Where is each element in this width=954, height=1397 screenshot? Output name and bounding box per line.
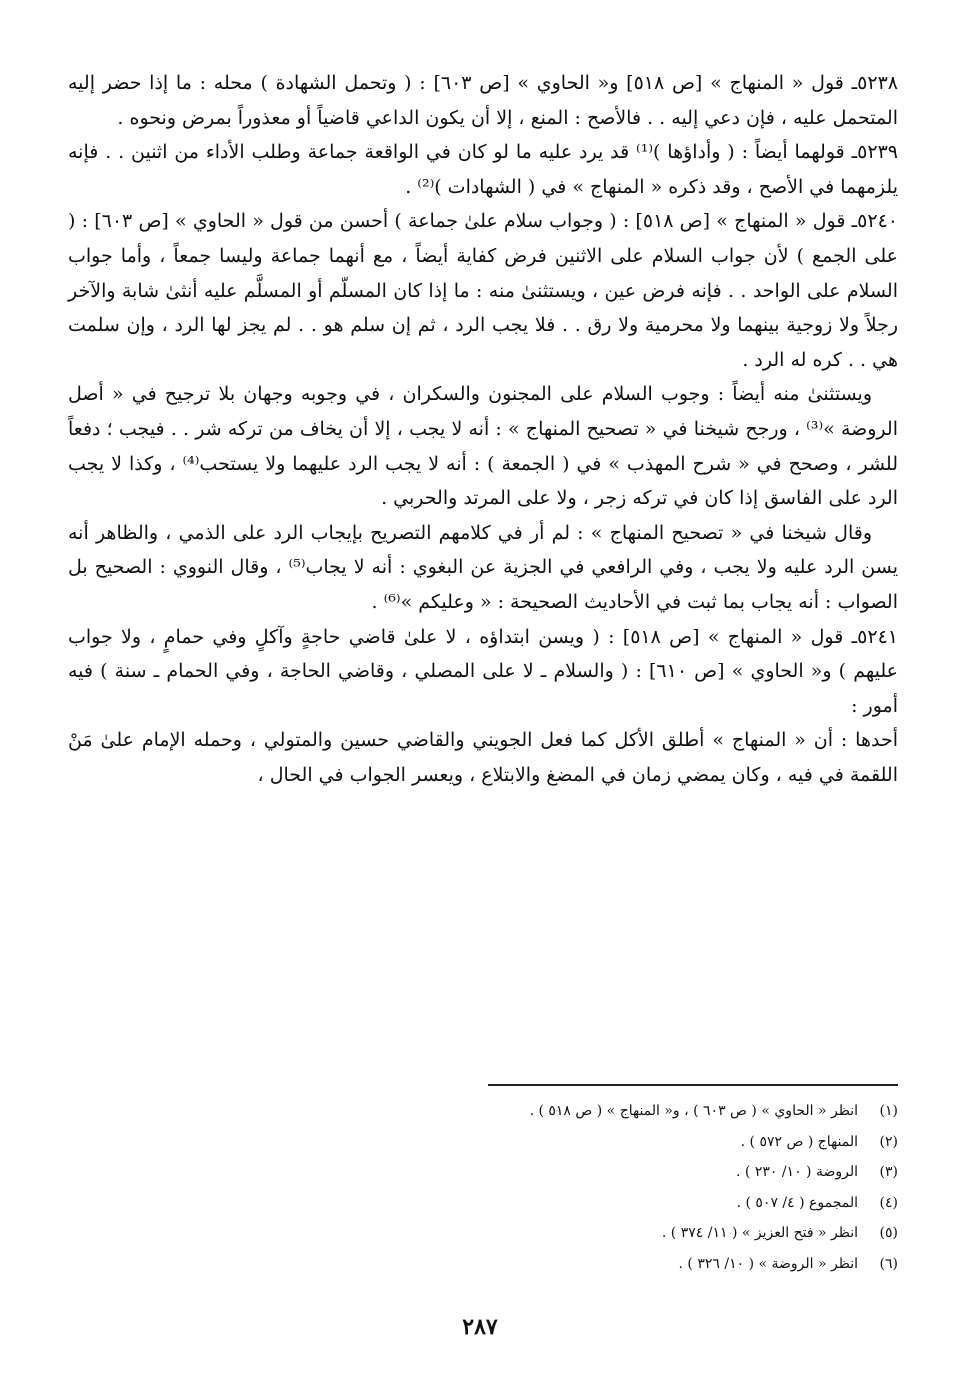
footnote-text: المجموع ( ٤/ ٥٠٧ ) . — [736, 1194, 858, 1211]
paragraph-5238: ٥٢٣٨ـ قول « المنهاج » [ص ٥١٨] و« الحاوي » [ص ٦٠٣] : ( وتحمل الشهادة ) محله : ما إذا حضر إليه المتحمل عليه ، فإن دعي إليه . . فالأصح : المنع ، إلا أن يكون الداعي قاضياً أو معذوراً بمرض ونحوه . — [68, 72, 898, 129]
paragraph-5239: ٥٢٣٩ـ قولهما أيضاً : ( وأداؤها )⁽¹⁾ قد يرد عليه ما لو كان في الواقعة جماعة وطلب الأداء من اثنين . . فإنه يلزمهما في الأصح ، وقد ذكره « المنهاج » في ( الشهادات )⁽²⁾ . — [68, 141, 898, 198]
footnote-number: (٢) — [879, 1133, 898, 1150]
footnote-1 — [330, 1096, 898, 1127]
footnote-number: (٣) — [879, 1164, 898, 1180]
footnote-text: انظر « الروضة » ( ١٠/ ٣٢٦ ) . — [678, 1255, 858, 1272]
paragraph-first-matter: أحدها : أن « المنهاج » أطلق الأكل كما فعل الجويني والقاضي حسين والمتولي ، وحمله الإمام علىٰ مَنْ اللقمة في فيه ، وكان يمضي زمان في المضغ والابتلاع ، ويعسر الجواب في الحال ، — [68, 729, 898, 786]
paragraph-5241: ٥٢٤١ـ قول « المنهاج » [ص ٥١٨] : ( ويسن ابتداؤه ، لا علىٰ قاضي حاجةٍ وآكلٍ وفي حمامٍ ، ولا جواب عليهم ) و« الحاوي » [ص ٦١٠] : ( والسلام ـ لا على المصلي ، وقاضي الحاجة ، وفي الحمام ـ سنة ) فيه أمور : — [68, 625, 898, 717]
footnote-number: (٦) — [879, 1255, 898, 1272]
footnote-text: المنهاج ( ص ٥٧٢ ) . — [740, 1133, 858, 1150]
page-number: ٢٨٧ — [462, 1314, 498, 1340]
footnote-number: (٤) — [879, 1194, 898, 1211]
paragraph-5240: ٥٢٤٠ـ قول « المنهاج » [ص ٥١٨] : ( وجواب سلام علىٰ جماعة ) أحسن من قول « الحاوي » [ص ٦٠٣] : ( على الجمع ) لأن جواب السلام على الاثنين فرض كفاية أيضاً ، مع أنهما جماعة وليسا جمعاً ، وأما جواب السلام على الواحد . . فإنه فرض عين ، ويستثنىٰ منه : ما إذا كان المسلّم أو المسلَّم عليه أنثىٰ شابة والآخر رجلاً ولا زوجية بينهما ولا محرمية ولا رق . . فلا يجب الرد ، ثم إن سلم هو . . لم يجز لها الرد ، وإن سلمت هي . . كره له الرد . — [68, 210, 898, 371]
footnote-number: (٥) — [879, 1225, 898, 1241]
footnote-text: انظر « فتح العزيز » ( ١١/ ٣٧٤ ) . — [661, 1225, 858, 1241]
footnote-4 — [330, 1188, 898, 1219]
footnote-2 — [330, 1127, 898, 1158]
main-text — [68, 66, 898, 792]
footnotes — [330, 1096, 898, 1279]
footnote-text: انظر « الحاوي » ( ص ٦٠٣ ) ، و« المنهاج » ( ص ٥١٨ ) . — [529, 1103, 858, 1119]
paragraph-exception: ويستثنىٰ منه أيضاً : وجوب السلام على المجنون والسكران ، في وجوبه وجهان بلا ترجيح في « أصل الروضة »⁽³⁾ ، ورجح شيخنا في « تصحيح المنهاج » : أنه لا يجب ، إلا أن يخاف من تركه شر . . فيجب ؛ دفعاً للشر ، وصحح في « شرح المهذب » في ( الجمعة ) : أنه لا يجب الرد عليهما ولا يستحب⁽⁴⁾ ، وكذا لا يجب الرد على الفاسق إذا كان في تركه زجر ، ولا على المرتد والحربي . — [68, 383, 898, 510]
footnote-3 — [330, 1157, 898, 1188]
footnote-5 — [330, 1218, 898, 1249]
footnote-6 — [330, 1249, 898, 1280]
paragraph-dhimmi: وقال شيخنا في « تصحيح المنهاج » : لم أر في كلامهم التصريح بإيجاب الرد على الذمي ، والظاهر أنه يسن الرد عليه ولا يجب ، وفي الرافعي في الجزية عن البغوي : أنه لا يجاب⁽⁵⁾ ، وقال النووي : الصحيح بل الصواب : أنه يجاب بما ثبت في الأحاديث الصحيحة : « وعليكم »⁽⁶⁾ . — [68, 521, 899, 613]
footnote-number: (١) — [879, 1103, 898, 1119]
footnote-divider — [488, 1084, 898, 1086]
footnote-text: الروضة ( ١٠/ ٢٣٠ ) . — [736, 1164, 858, 1180]
